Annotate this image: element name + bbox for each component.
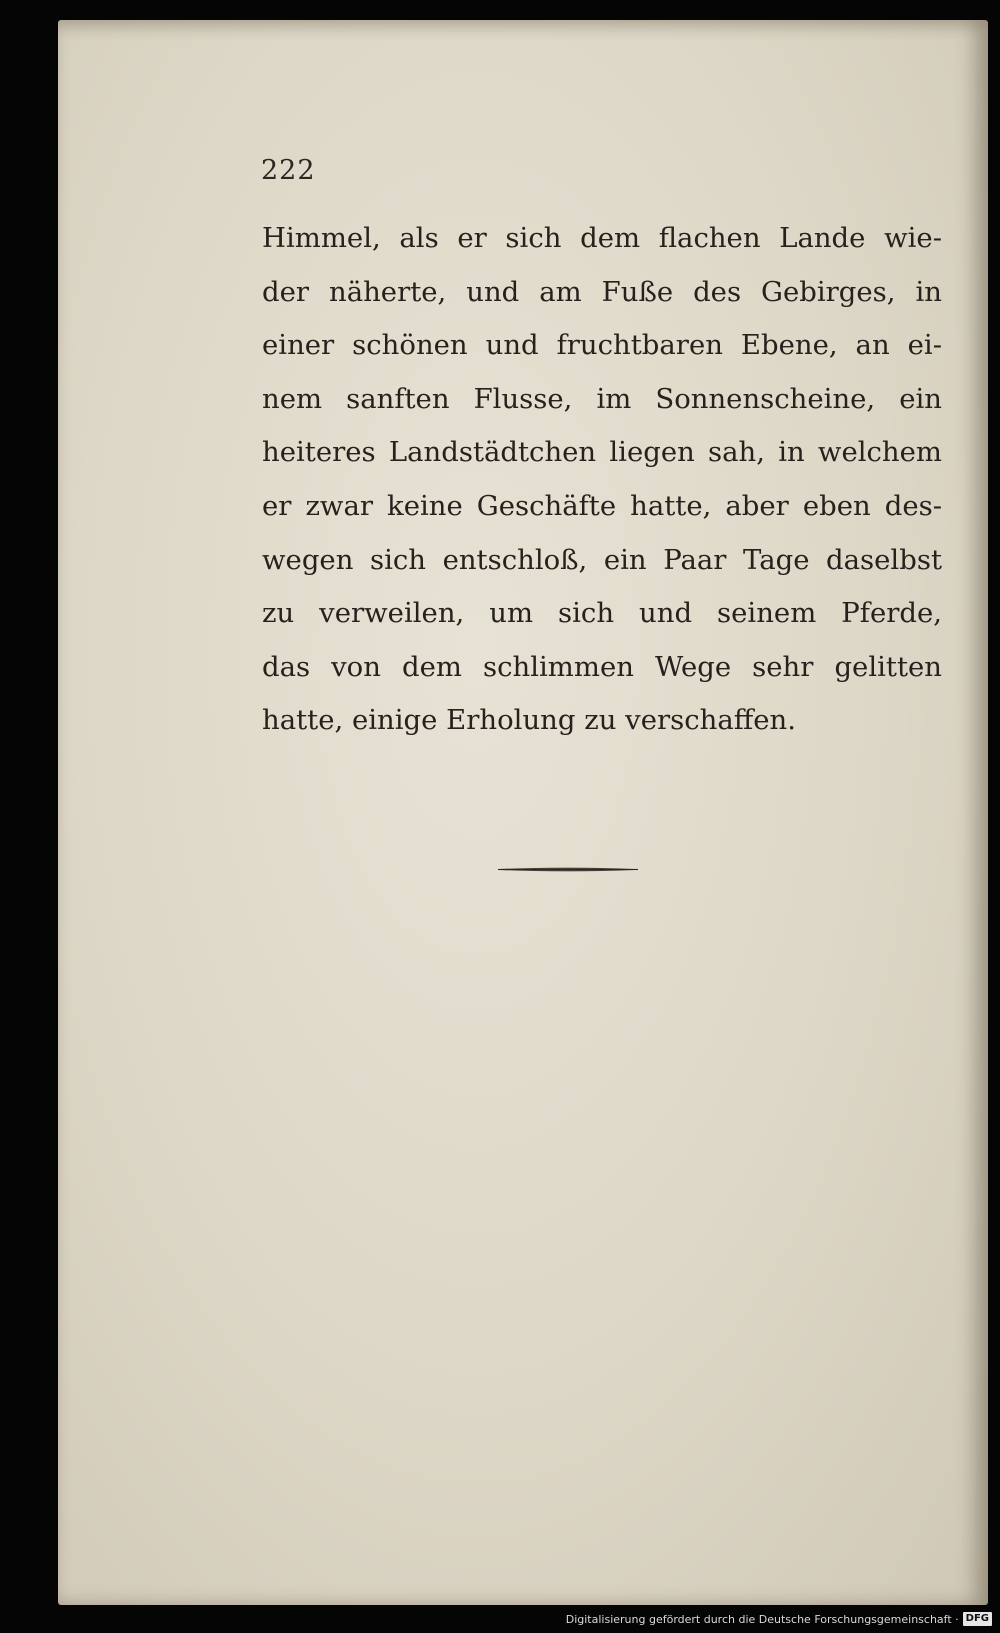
- book-page: [58, 20, 988, 1605]
- text-line: Himmel, als er sich dem flachen Lande wie-: [262, 222, 942, 254]
- text-line: einer schönen und fruchtbaren Ebene, an ei-: [262, 329, 942, 362]
- end-rule-divider: [498, 867, 638, 872]
- digitization-footer: [566, 1607, 992, 1631]
- text-line: heiteres Landstädtchen liegen sah, in welchem: [262, 436, 942, 469]
- text-line: hatte, einige Erholung zu verschaffen.: [262, 704, 796, 737]
- text-line: nem sanften Flusse, im Sonnenscheine, ein: [262, 382, 942, 415]
- text-line: zu verweilen, um sich und seinem Pferde,: [262, 597, 942, 630]
- text-line: der näherte, und am Fuße des Gebirges, in: [262, 275, 942, 308]
- text-line: er zwar keine Geschäfte hatte, aber eben des-: [262, 489, 942, 522]
- dfg-logo: DFG: [963, 1612, 992, 1626]
- page-number: 222: [261, 155, 316, 186]
- footer-credit: Digitalisierung gefördert durch die Deutsche Forschungsgemeinschaft ·: [565, 1612, 959, 1626]
- text-line: wegen sich entschloß, ein Paar Tage daselbst: [262, 543, 942, 576]
- text-line: das von dem schlimmen Wege sehr gelitten: [262, 650, 942, 683]
- body-text: [262, 212, 942, 748]
